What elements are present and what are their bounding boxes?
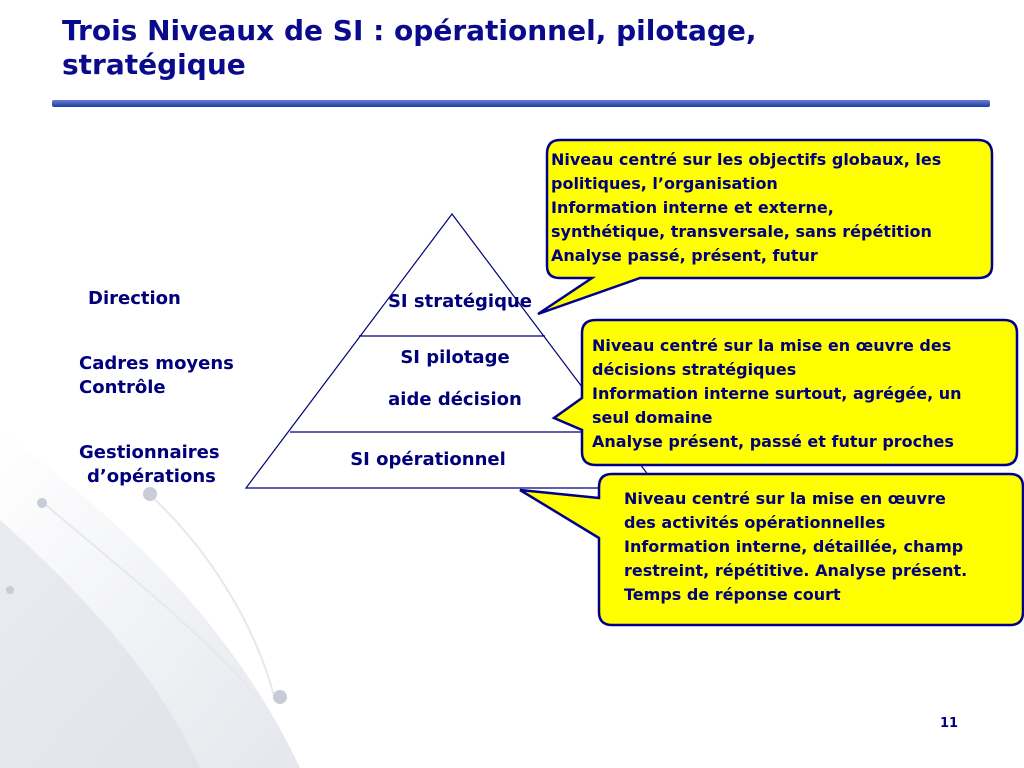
callout-operationnel-line: des activités opérationnelles <box>624 513 886 532</box>
callout-strategique-line: Analyse passé, présent, futur <box>551 246 818 265</box>
role-cadres-line-2: Contrôle <box>79 377 166 398</box>
role-direction: Direction <box>88 288 181 309</box>
layer-si-operationnel: SI opérationnel <box>350 449 506 470</box>
layer-si-strategique: SI stratégique <box>387 291 533 312</box>
role-cadres <box>79 352 234 400</box>
layer-si-pilotage-line-1: SI pilotage <box>400 347 510 368</box>
callout-pilotage-line: décisions stratégiques <box>592 360 797 379</box>
callout-operationnel-line: Information interne, détaillée, champ <box>624 537 964 556</box>
page-number: 11 <box>940 716 959 731</box>
callout-operationnel-line: restreint, répétitive. Analyse présent. <box>624 561 968 580</box>
callout-pilotage-line: Analyse présent, passé et futur proches <box>592 432 954 451</box>
callout-strategique-line: Niveau centré sur les objectifs globaux, les <box>551 150 942 169</box>
callout-pilotage-line: Information interne surtout, agrégée, un <box>592 384 962 403</box>
layer-si-pilotage-line-2: aide décision <box>388 389 522 410</box>
role-gestionnaires-line-2: d’opérations <box>87 466 216 487</box>
role-gestionnaires-line-1: Gestionnaires <box>79 442 220 463</box>
callout-pilotage-text <box>592 334 962 454</box>
callout-strategique-line: politiques, l’organisation <box>551 174 778 193</box>
title-line-2: stratégique <box>62 48 246 81</box>
callout-operationnel-line: Temps de réponse court <box>624 585 841 604</box>
title-line-1: Trois Niveaux de SI : opérationnel, pilotage, <box>62 14 757 47</box>
layer-si-pilotage <box>370 346 540 412</box>
callout-strategique-line: synthétique, transversale, sans répétition <box>551 222 932 241</box>
role-gestionnaires <box>79 441 220 489</box>
role-cadres-line-1: Cadres moyens <box>79 353 234 374</box>
callout-operationnel-text <box>624 487 967 607</box>
callout-pilotage-line: Niveau centré sur la mise en œuvre des <box>592 336 952 355</box>
callout-strategique-line: Information interne et externe, <box>551 198 834 217</box>
callout-operationnel-line: Niveau centré sur la mise en œuvre <box>624 489 946 508</box>
callout-strategique-text <box>551 148 941 268</box>
callout-pilotage-line: seul domaine <box>592 408 713 427</box>
